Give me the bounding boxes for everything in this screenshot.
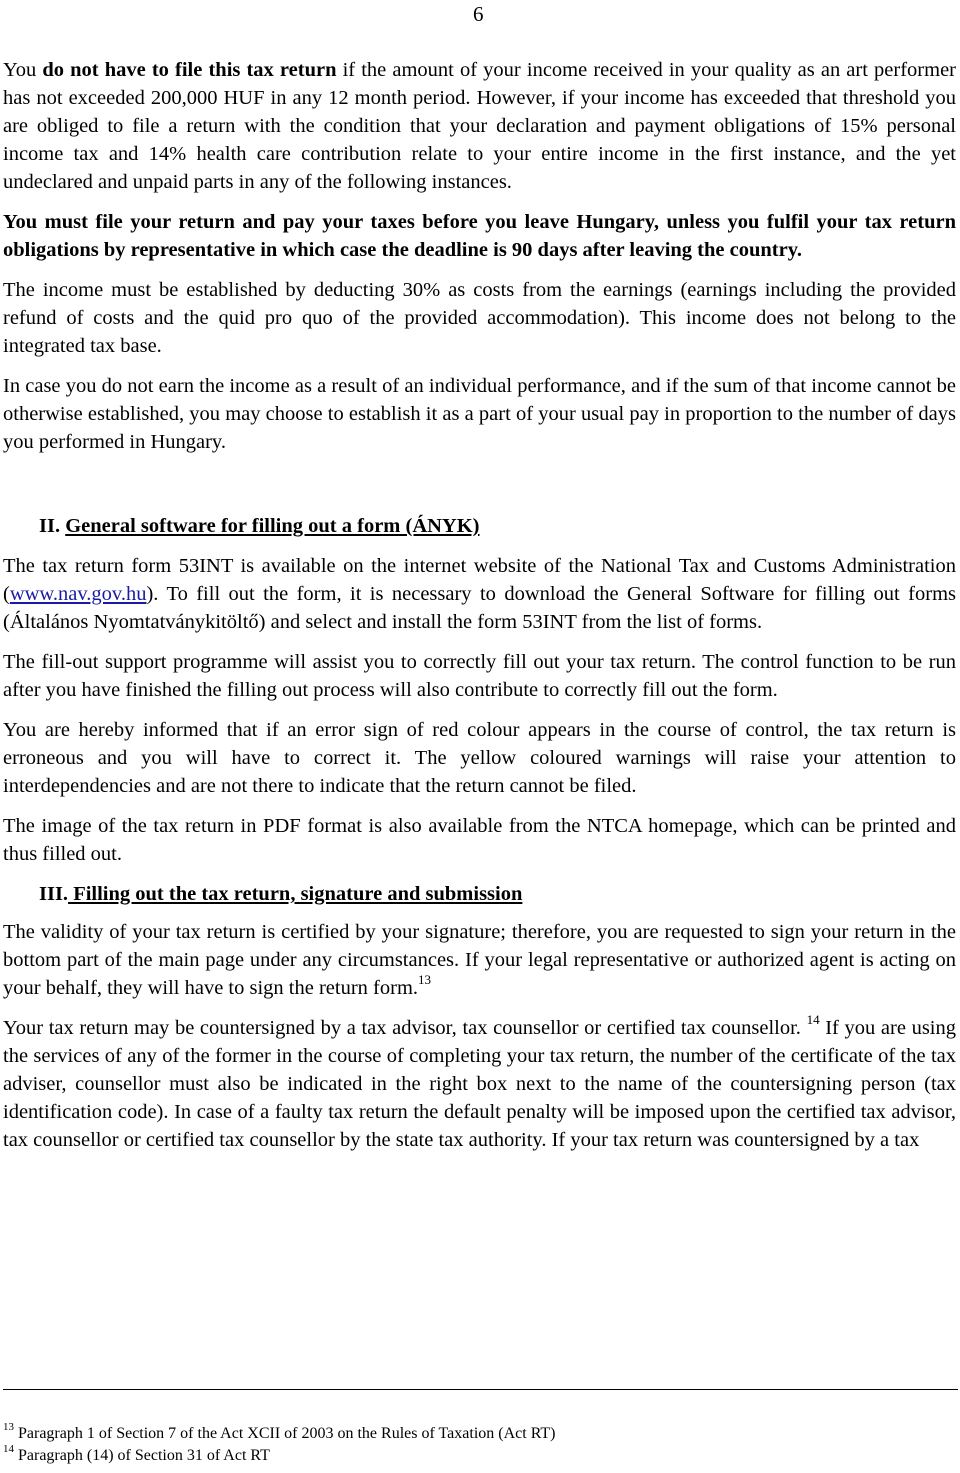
section-spacer <box>3 468 956 512</box>
section-heading-general-software <box>3 512 956 540</box>
document-body <box>3 56 956 1166</box>
paragraph-support-programme: The fill-out support programme will assist you to correctly fill out your tax return. The control function to be run after you have finished the filling out process will also contribute to correctly fill out the form. <box>3 651 956 701</box>
paragraph-form-availability <box>3 552 956 636</box>
paragraph-income-proportion: In case you do not earn the income as a result of an individual performance, and if the sum of that income cannot be otherwise established, you may choose to establish it as a part of your usual pay in proportion to the number of days you performed in Hungary. <box>3 375 956 453</box>
footnote-reference: 14 <box>806 1012 820 1028</box>
footnote-number: 13 <box>3 1420 14 1433</box>
footnote-divider <box>3 1389 958 1390</box>
paragraph-pdf-format: The image of the tax return in PDF format is also available from the NTCA homepage, which can be printed and thus filled out. <box>3 815 956 865</box>
paragraph-error-signs: You are hereby informed that if an error sign of red colour appears in the course of control, the tax return is erroneous and you will have to correct it. The yellow coloured warnings will raise your attention to interdependencies and are not there to indicate that the return cannot be filed. <box>3 719 956 797</box>
paragraph-text: The tax return form 53INT is available on the internet website of the National Tax and Customs Administration ( <box>3 555 956 605</box>
footnote-13 <box>3 1420 956 1445</box>
section-number: III. <box>39 883 69 905</box>
footnote-reference: 13 <box>418 972 432 988</box>
paragraph-text: ). To fill out the form, it is necessary to download the General Software for filling out forms (Általános Nyomtatványkitöltő) and select and install the form 53INT from the list of forms. <box>3 583 956 633</box>
section-title: Filling out the tax return, signature and submission <box>68 883 523 905</box>
page-number: 6 <box>473 2 484 26</box>
paragraph-filing-exemption <box>3 56 956 196</box>
footnote-14 <box>3 1442 956 1467</box>
paragraph-text: Your tax return may be countersigned by a tax advisor, tax counsellor or certified tax counsellor. <box>3 1017 801 1039</box>
footnote-number: 14 <box>3 1442 14 1455</box>
paragraph-lead: You <box>3 59 43 81</box>
paragraph-rest: if the amount of your income received in your quality as an art performer has not exceeded 200,000 HUF in any 12 month period. However, if your income has exceeded that threshold you are obliged to file a return with the condition that your declaration and payment obligations of 15% personal income tax and 14% health care contribution relate to your entire income in the first instance, and the yet undeclared and unpaid parts in any of the following instances. <box>3 59 956 193</box>
footnotes <box>3 1420 956 1467</box>
footnote-text: Paragraph 1 of Section 7 of the Act XCII of 2003 on the Rules of Taxation (Act RT) <box>14 1425 556 1442</box>
nav-website-link[interactable]: www.nav.gov.hu <box>9 583 147 605</box>
paragraph-text: If you are using the services of any of the former in the course of completing your tax return, the number of the certificate of the tax adviser, counsellor must also be indicated in the right box next to the name of the countersigning person (tax identification code). In case of a faulty tax return the default penalty will be imposed upon the certified tax advisor, tax counsellor or certified tax counsellor by the state tax authority. If your tax return was countersigned by a tax <box>3 1017 956 1151</box>
section-number: II. <box>39 515 61 537</box>
section-title: General software for filling out a form (ÁNYK) <box>65 515 480 537</box>
section-heading-signature <box>3 880 956 908</box>
paragraph-filing-deadline: You must file your return and pay your taxes before you leave Hungary, unless you fulfil your tax return obligations by representative in which case the deadline is 90 days after leaving the country. <box>3 211 956 261</box>
paragraph-countersign <box>3 1014 956 1154</box>
paragraph-signature-validity <box>3 918 956 1002</box>
footnote-text: Paragraph (14) of Section 31 of Act RT <box>14 1447 270 1464</box>
paragraph-income-calculation: The income must be established by deducting 30% as costs from the earnings (earnings including the provided refund of costs and the quid pro quo of the provided accommodation). This income does not belong to the integrated tax base. <box>3 279 956 357</box>
paragraph-bold-phrase: do not have to file this tax return <box>42 59 337 81</box>
paragraph-text: The validity of your tax return is certified by your signature; therefore, you are requested to sign your return in the bottom part of the main page under any circumstances. If your legal representative or authorized agent is acting on your behalf, they will have to sign the return form. <box>3 921 956 999</box>
